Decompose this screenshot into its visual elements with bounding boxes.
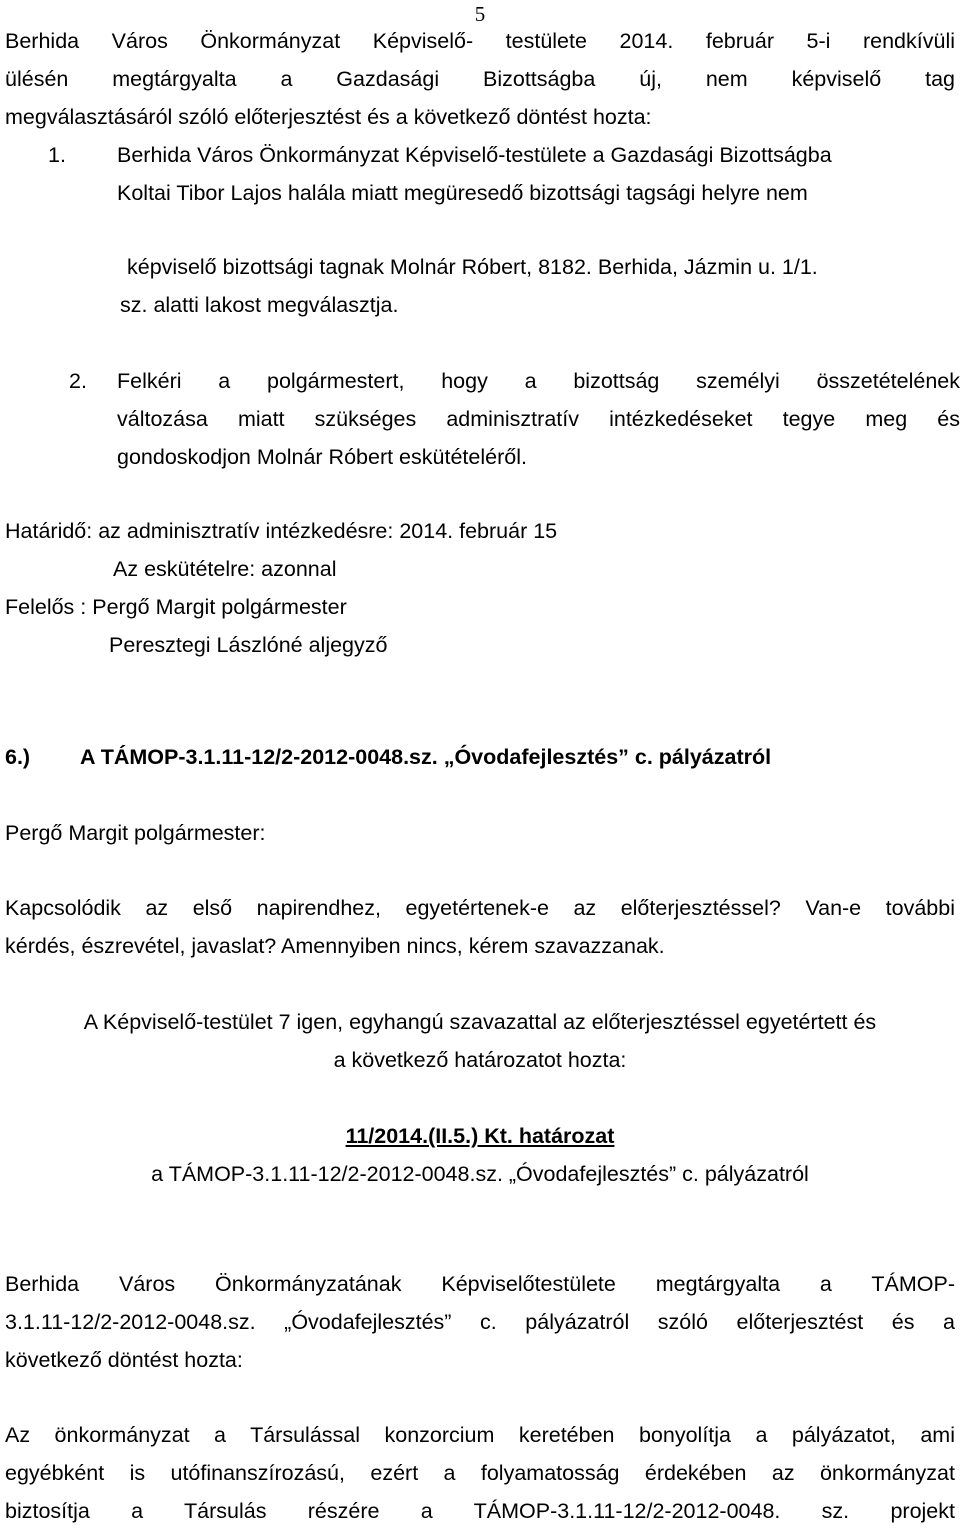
decision-intro-paragraph bbox=[5, 1265, 955, 1379]
text-line: Felkéri a polgármestert, hogy a bizottság személyi összetételének bbox=[117, 369, 960, 393]
section-number: 6.) bbox=[5, 745, 31, 769]
deadline-line: Határidő: az adminisztratív intézkedésre: 2014. február 15 bbox=[5, 519, 558, 543]
decision-text-paragraph bbox=[5, 1416, 955, 1530]
text-line: Koltai Tibor Lajos halála miatt megüresedő bizottsági tagsági helyre nem bbox=[117, 181, 808, 205]
responsible-line: Felelős : Pergő Margit polgármester bbox=[5, 595, 347, 619]
vote-paragraph bbox=[5, 1003, 955, 1079]
text-line: sz. alatti lakost megválasztja. bbox=[120, 293, 399, 317]
item-number: 2. bbox=[69, 369, 87, 393]
deadline-oath-line: Az eskütételre: azonnal bbox=[113, 557, 337, 581]
deadline-block bbox=[5, 512, 955, 664]
text-line: 3.1.11-12/2-2012-0048.sz. „Óvodafejlesztés” c. pályázatról szóló előterjesztést és a bbox=[5, 1310, 955, 1334]
intro-paragraph bbox=[5, 22, 955, 136]
text-line: képviselő bizottsági tagnak Molnár Róbert, 8182. Berhida, Jázmin u. 1/1. bbox=[127, 255, 818, 279]
item-number: 1. bbox=[48, 143, 66, 167]
text-line: következő döntést hozta: bbox=[5, 1348, 243, 1372]
text-line: Berhida Város Önkormányzat Képviselő-testülete a Gazdasági Bizottságba bbox=[117, 143, 832, 167]
speech-paragraph bbox=[5, 889, 955, 965]
text-line: a következő határozatot hozta: bbox=[333, 1048, 627, 1072]
text-line: biztosítja a Társulás részére a TÁMOP-3.1.11-12/2-2012-0048. sz. projekt bbox=[5, 1499, 955, 1523]
text-line: Az önkormányzat a Társulással konzorcium keretében bonyolítja a pályázatot, ami bbox=[5, 1423, 955, 1447]
resolution-number: 11/2014.(II.5.) Kt. határozat bbox=[345, 1124, 615, 1148]
page-number: 5 bbox=[474, 2, 486, 26]
text-line: Kapcsolódik az első napirendhez, egyetértenek-e az előterjesztéssel? Van-e további bbox=[5, 896, 955, 920]
speaker-label: Pergő Margit polgármester: bbox=[5, 821, 266, 845]
section-title: A TÁMOP-3.1.11-12/2-2012-0048.sz. „Óvodafejlesztés” c. pályázatról bbox=[80, 745, 772, 769]
text-line: gondoskodjon Molnár Róbert eskütételéről. bbox=[117, 445, 527, 469]
section-heading bbox=[5, 738, 955, 776]
text-line: megválasztásáról szóló előterjesztést és a következő döntést hozta: bbox=[5, 105, 652, 129]
text-line: változása miatt szükséges adminisztratív intézkedéseket tegye meg és bbox=[117, 407, 960, 431]
text-line: A Képviselő-testület 7 igen, egyhangú szavazattal az előterjesztéssel egyetértett és bbox=[83, 1010, 877, 1034]
responsible-line-2: Peresztegi Lászlóné aljegyző bbox=[109, 633, 388, 657]
text-line: ülésén megtárgyalta a Gazdasági Bizottságba új, nem képviselő tag bbox=[5, 67, 955, 91]
resolution-subject: a TÁMOP-3.1.11-12/2-2012-0048.sz. „Óvodafejlesztés” c. pályázatról bbox=[151, 1162, 809, 1186]
resolution-header bbox=[5, 1117, 955, 1193]
text-line: kérdés, észrevétel, javaslat? Amennyiben nincs, kérem szavazzanak. bbox=[5, 934, 665, 958]
text-line: Berhida Város Önkormányzatának Képviselőtestülete megtárgyalta a TÁMOP- bbox=[5, 1272, 955, 1296]
text-line: Berhida Város Önkormányzat Képviselő- testülete 2014. február 5-i rendkívüli bbox=[5, 29, 955, 53]
text-line: egyébként is utófinanszírozású, ezért a folyamatosság érdekében az önkormányzat bbox=[5, 1461, 955, 1485]
